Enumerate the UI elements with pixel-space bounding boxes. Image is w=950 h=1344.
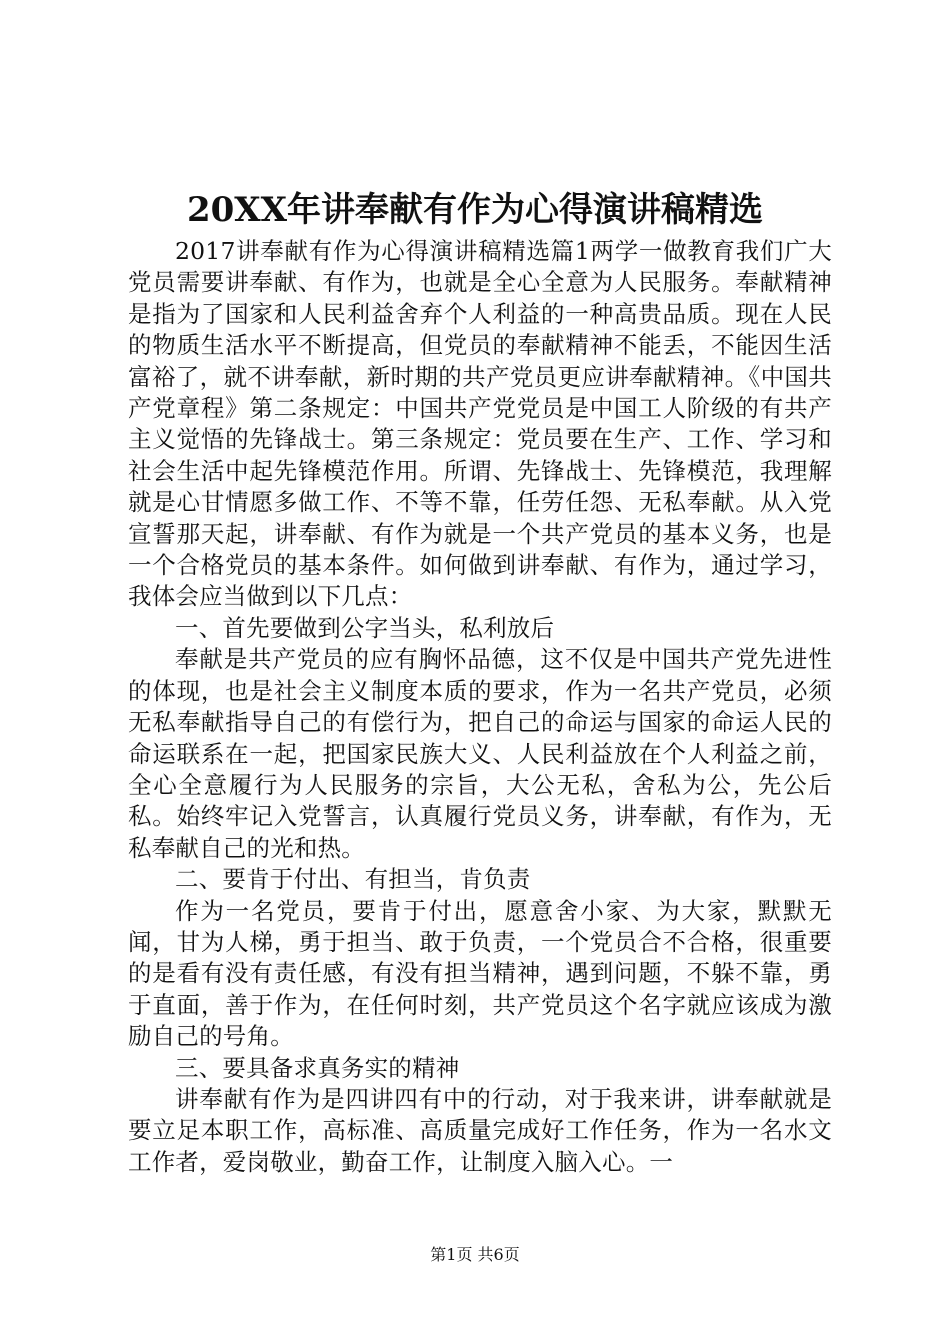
paragraph-section-2: 作为一名党员，要肯于付出，愿意舍小家、为大家，默默无闻，甘为人梯，勇于担当、敢于负责，一个党员合不合格，很重要的是看有没有责任感，有没有担当精神，遇到问题，不躲不靠，勇于直面，善于作为，在任何时刻，共产党员这个名字就应该成为激励自己的号角。 bbox=[128, 896, 832, 1051]
document-body bbox=[128, 236, 832, 1178]
paragraph-section-3: 讲奉献有作为是四讲四有中的行动，对于我来讲，讲奉献就是要立足本职工作，高标准、高质量完成好工作任务，作为一名水文工作者，爱岗敬业，勤奋工作，让制度入脑入心。一 bbox=[128, 1084, 832, 1176]
section-heading-3: 三、要具备求真务实的精神 bbox=[175, 1053, 460, 1082]
document-title: 20XX年讲奉献有作为心得演讲稿精选 bbox=[186, 190, 764, 230]
page-footer: 第1页 共6页 bbox=[430, 1245, 520, 1264]
section-heading-2: 二、要肯于付出、有担当，肯负责 bbox=[175, 865, 531, 894]
paragraph-intro: 2017讲奉献有作为心得演讲稿精选篇1两学一做教育我们广大党员需要讲奉献、有作为，也就是全心全意为人民服务。奉献精神是指为了国家和人民利益舍弃个人利益的一种高贵品质。现在人民的物质生活水平不断提高，但党员的奉献精神不能丢，不能因生活富裕了，就不讲奉献，新时期的共产党员更应讲奉献精神。《中国共产党章程》第二条规定：中国共产党党员是中国工人阶级的有共产主义觉悟的先锋战士。第三条规定：党员要在生产、工作、学习和社会生活中起先锋模范作用。所谓、先锋战士、先锋模范，我理解就是心甘情愿多做工作、不等不靠，任劳任怨、无私奉献。从入党宣誓那天起，讲奉献、有作为就是一个共产党员的基本义务，也是一个合格党员的基本条件。如何做到讲奉献、有作为，通过学习，我体会应当做到以下几点： bbox=[128, 237, 832, 611]
paragraph-section-1: 奉献是共产党员的应有胸怀品德，这不仅是中国共产党先进性的体现，也是社会主义制度本质的要求，作为一名共产党员，必须无私奉献指导自己的有偿行为，把自己的命运与国家的命运人民的命运联系在一起，把国家民族大义、人民利益放在个人利益之前，全心全意履行为人民服务的宗旨，大公无私，舍私为公，先公后私。始终牢记入党誓言，认真履行党员义务，讲奉献，有作为，无私奉献自己的光和热。 bbox=[128, 645, 832, 862]
section-heading-1: 一、首先要做到公字当头，私利放后 bbox=[175, 613, 555, 642]
